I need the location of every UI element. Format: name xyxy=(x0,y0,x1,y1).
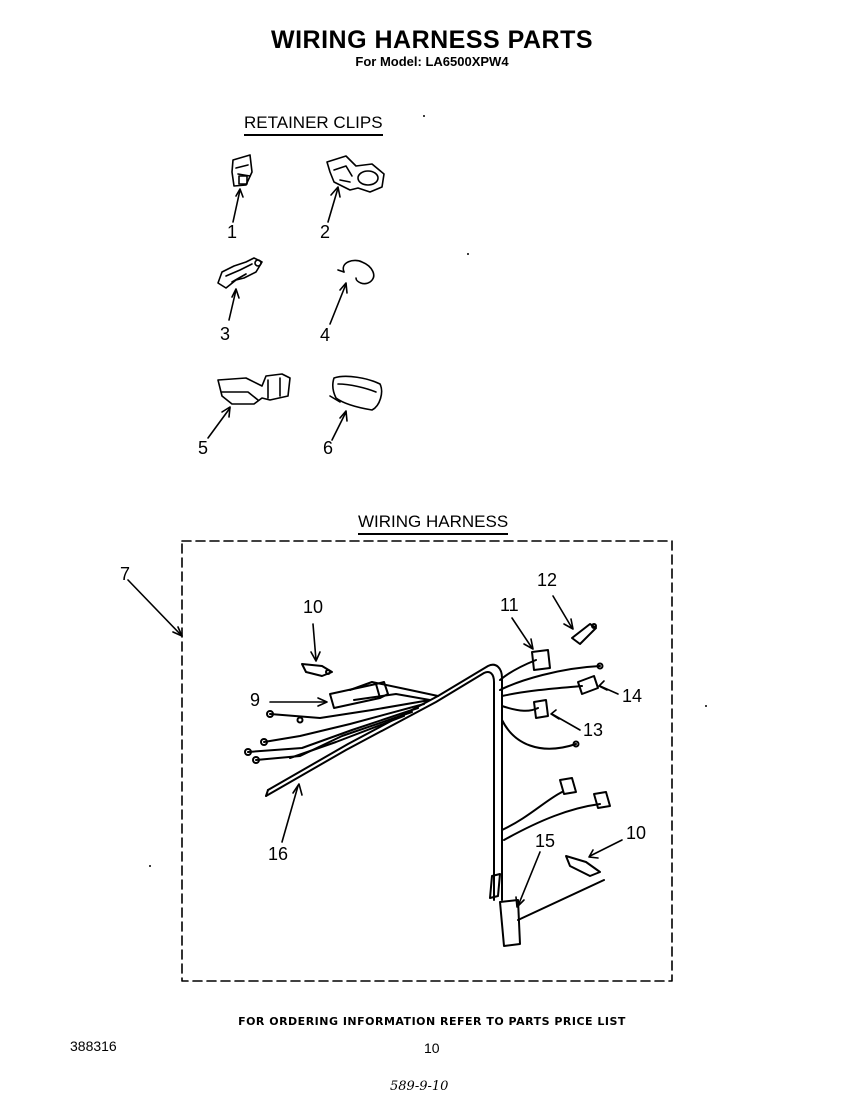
model-subtitle: For Model: LA6500XPW4 xyxy=(355,54,509,69)
callout-15: 15 xyxy=(535,831,556,851)
page-number: 10 xyxy=(424,1040,440,1056)
callout-13: 13 xyxy=(583,720,604,740)
arrowhead-13 xyxy=(551,710,559,719)
document-code: 388316 xyxy=(70,1038,117,1054)
callout-10-lower: 10 xyxy=(626,823,647,843)
callout-12: 12 xyxy=(537,570,558,590)
retainer-clip-2 xyxy=(327,156,384,192)
arrow-12 xyxy=(553,596,572,628)
callout-16: 16 xyxy=(268,844,289,864)
callout-2: 2 xyxy=(320,222,331,242)
arrow-10b xyxy=(590,840,622,856)
callout-10-upper: 10 xyxy=(303,597,324,617)
ordering-info-note: FOR ORDERING INFORMATION REFER TO PARTS PRICE LIST xyxy=(238,1015,626,1028)
arrow-16 xyxy=(282,786,298,842)
arrow-6 xyxy=(332,412,346,440)
page-title: WIRING HARNESS PARTS xyxy=(270,26,594,54)
callout-4: 4 xyxy=(320,325,331,345)
callout-1: 1 xyxy=(227,222,238,242)
arrow-10a xyxy=(313,624,316,660)
callout-5: 5 xyxy=(198,438,209,458)
arrow-11 xyxy=(512,618,532,648)
callout-9: 9 xyxy=(250,690,261,710)
arrowhead-14 xyxy=(599,681,607,690)
retainer-clip-5 xyxy=(218,374,290,404)
retainer-clip-4 xyxy=(338,260,374,283)
handwritten-note: 589-9-10 xyxy=(390,1079,449,1094)
wiring-harness-heading: WIRING HARNESS xyxy=(358,512,508,535)
callout-14: 14 xyxy=(622,686,643,706)
retainer-clip-3 xyxy=(218,258,262,288)
callout-7: 7 xyxy=(120,564,131,584)
retainer-clip-1 xyxy=(232,155,252,186)
arrow-7 xyxy=(128,580,182,636)
arrowhead-5 xyxy=(222,407,230,417)
retainer-clip-6 xyxy=(330,376,382,410)
callout-6: 6 xyxy=(323,438,334,458)
arrow-4 xyxy=(330,284,346,324)
arrow-5 xyxy=(208,408,230,438)
callout-3: 3 xyxy=(220,324,231,344)
arrow-15 xyxy=(518,852,540,906)
callout-11: 11 xyxy=(500,595,519,615)
retainer-clips-heading: RETAINER CLIPS xyxy=(244,113,383,136)
wiring-harness-border xyxy=(182,541,672,981)
arrowhead-12 xyxy=(564,619,573,629)
